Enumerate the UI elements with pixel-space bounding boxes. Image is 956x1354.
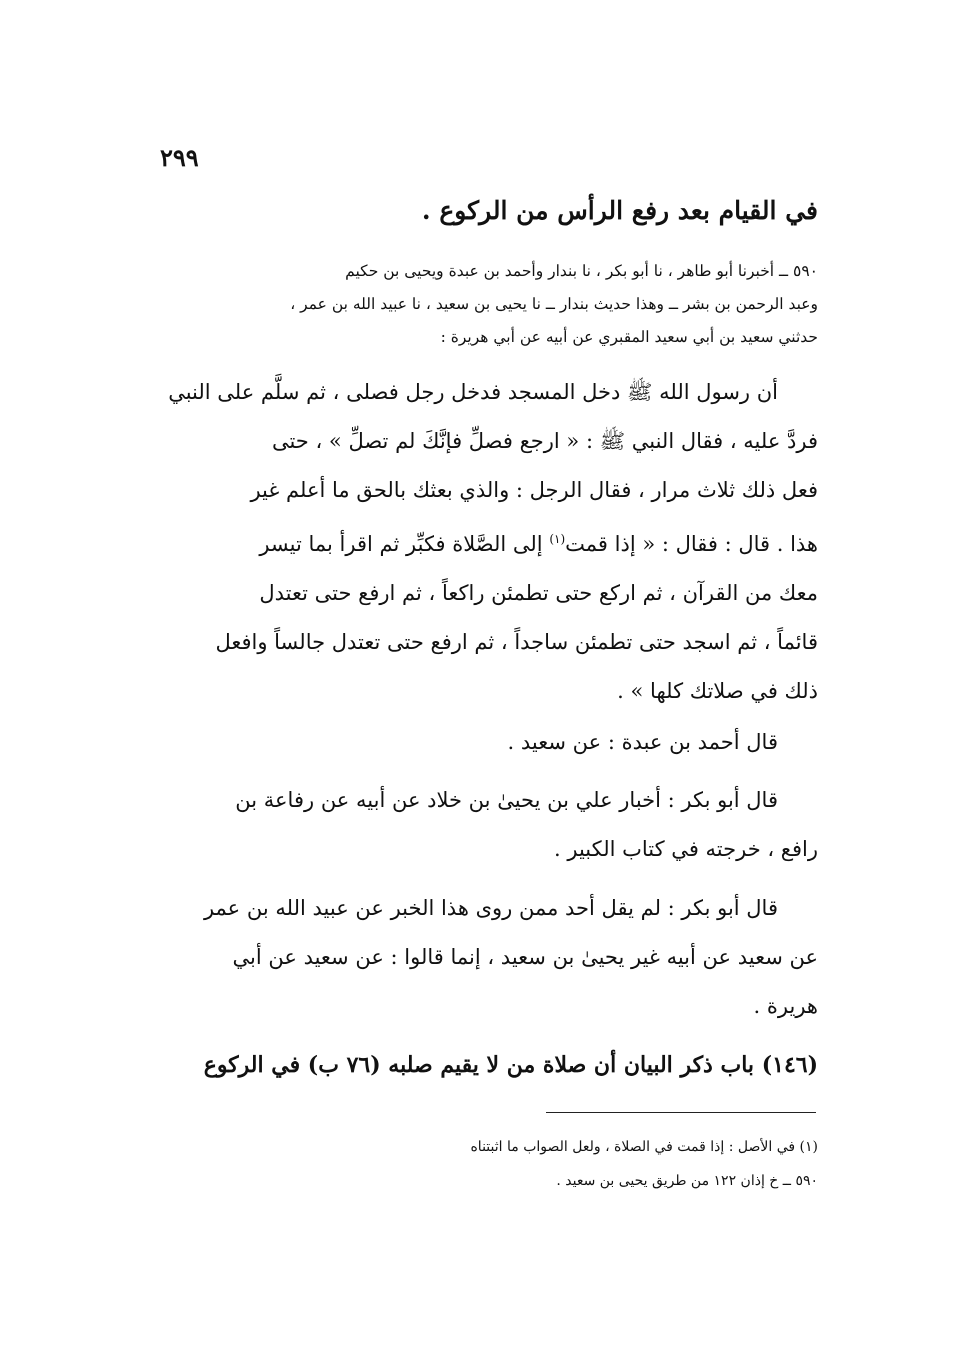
comment-line: قال أبو بكر : أخبار علي بن يحيىٰ بن خلاد عن أبيه عن رفاعة بن <box>235 788 778 812</box>
hadith-text <box>158 368 818 716</box>
chapter-heading: في القيام بعد رفع الرأس من الركوع . <box>421 196 818 225</box>
isnad-line: وعبد الرحمن بن بشر ــ وهذا حديث بندار ــ نا يحيى بن سعيد ، نا عبيد الله بن عمر ، <box>290 295 818 313</box>
footnote-divider <box>546 1112 816 1113</box>
footnote: (١) في الأصل : إذا قمت في الصلاة ، ولعل الصواب ما اثبتناه <box>470 1139 818 1155</box>
hadith-line: قائماً ، ثم اسجد حتى تطمئن ساجداً ، ثم ارفع حتى تعتدل جالساً وافعل <box>215 630 818 654</box>
footnotes <box>138 1130 818 1198</box>
hadith-line: فعل ذلك ثلاث مرار ، فقال الرجل : والذي بعثك بالحق ما أعلم غير <box>250 478 818 502</box>
comment-line: رافع ، خرجته في كتاب الكبير . <box>554 837 818 861</box>
ahmad-comment <box>158 718 818 767</box>
abubakr-comment-2 <box>158 884 818 1031</box>
hadith-line: فردَّ عليه ، فقال النبي ﷺ : « ارجع فصلِّ فإنَّكَ لم تصلِّ » ، حتى <box>271 429 818 453</box>
comment-line: قال أبو بكر : لم يقل أحد ممن روى هذا الخبر عن عبيد الله بن عمر <box>203 896 778 920</box>
abubakr-comment-1 <box>158 776 818 874</box>
footnote: ٥٩٠ ــ خ إذان ١٢٢ من طريق يحيى بن سعيد . <box>556 1173 818 1189</box>
isnad-block <box>138 255 818 354</box>
hadith-line: أن رسول الله ﷺ دخل المسجد فدخل رجل فصلى ، ثم سلَّم على النبي <box>168 380 778 404</box>
isnad-line: ٥٩٠ ــ أخبرنا أبو طاهر ، نا أبو بكر ، نا بندار وأحمد بن عبدة ويحيى بن حكيم <box>345 262 818 280</box>
hadith-line: معك من القرآن ، ثم اركع حتى تطمئن راكعاً ، ثم ارفع حتى تعتدل <box>259 581 818 605</box>
comment-line: قال أحمد بن عبدة : عن سعيد . <box>507 730 778 754</box>
hadith-line-part: هذا . قال : فقال : « إذا قمت <box>565 532 818 556</box>
comment-line: عن سعيد عن أبيه غير يحيىٰ بن سعيد ، إنما قالوا : عن سعيد عن أبي <box>232 945 818 969</box>
hadith-line: ذلك في صلاتك كلها » . <box>617 679 818 703</box>
page-number: ٢٩٩ <box>160 143 199 172</box>
isnad-line: حدثني سعيد بن أبي سعيد المقبري عن أبيه عن أبي هريرة : <box>440 328 818 346</box>
footnote-marker: (١) <box>549 532 566 546</box>
hadith-line-part: إلى الصَّلاة فكبِّر ثم اقرأ بما تيسر <box>259 532 550 556</box>
section-heading: (١٤٦) باب ذكر البيان أن صلاة من لا يقيم صلبه (٧٦ ب) في الركوع <box>203 1052 818 1078</box>
comment-line: هريرة . <box>753 994 818 1018</box>
hadith-line <box>158 515 818 569</box>
